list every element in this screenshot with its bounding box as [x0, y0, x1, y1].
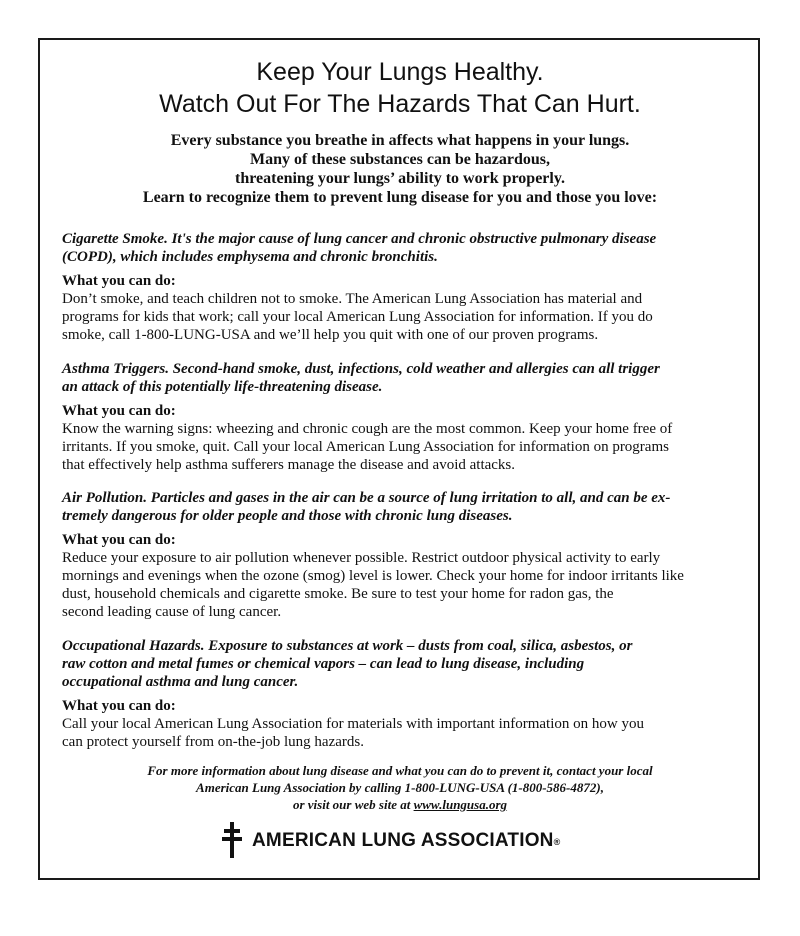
- body-line: Don’t smoke, and teach children not to smoke. The American Lung Association has material and: [62, 291, 643, 307]
- headline-line: tremely dangerous for older people and those with chronic lung diseases.: [62, 508, 513, 524]
- section-body: [62, 715, 752, 751]
- body-line: Know the warning signs: wheezing and chronic cough are the most common. Keep your home free of: [62, 421, 673, 437]
- body-line: Reduce your exposure to air pollution whenever possible. Restrict outdoor physical activity to early: [62, 550, 661, 566]
- what-you-can-do-label: What you can do:: [62, 532, 176, 548]
- section-occupational-hazards: [62, 637, 752, 751]
- logo-wordmark: [252, 830, 560, 853]
- section-headline: [62, 230, 752, 266]
- headline-line: (COPD), which includes emphysema and chronic bronchitis.: [62, 249, 438, 265]
- body-line: programs for kids that work; call your local American Lung Association for information. If you do: [62, 309, 653, 325]
- headline-line: occupational asthma and lung cancer.: [62, 674, 299, 690]
- section-headline: [62, 360, 752, 396]
- footer-web-prefix: or visit our web site at: [292, 797, 414, 812]
- footer-line: For more information about lung disease and what you can do to prevent it, contact your local: [147, 763, 653, 778]
- section-headline: [62, 489, 752, 525]
- headline-line: Occupational Hazards. Exposure to substances at work – dusts from coal, silica, asbestos, or: [62, 638, 633, 654]
- headline-line: Cigarette Smoke. It's the major cause of lung cancer and chronic obstructive pulmonary disease: [62, 231, 657, 247]
- intro-paragraph: [0, 131, 800, 207]
- footer-line: American Lung Association by calling 1-800-LUNG-USA (1-800-586-4872),: [196, 780, 604, 795]
- section-body: [62, 420, 752, 474]
- headline-line: raw cotton and metal fumes or chemical vapors – can lead to lung disease, including: [62, 656, 585, 672]
- intro-line: Learn to recognize them to prevent lung disease for you and those you love:: [142, 189, 658, 206]
- body-line: smoke, call 1-800-LUNG-USA and we’ll help you quit with one of our proven programs.: [62, 327, 599, 343]
- what-you-can-do-label: What you can do:: [62, 403, 176, 419]
- page-title-line-2: Watch Out For The Hazards That Can Hurt.: [159, 90, 641, 118]
- double-barred-cross-icon: [222, 822, 242, 858]
- body-line: that effectively help asthma sufferers manage the disease and avoid attacks.: [62, 457, 516, 473]
- logo-name: AMERICAN LUNG ASSOCIATION: [252, 830, 554, 851]
- intro-line: threatening your lungs’ ability to work properly.: [235, 170, 565, 187]
- section-headline: [62, 637, 752, 691]
- body-line: mornings and evenings when the ozone (smog) level is lower. Check your home for indoor irritants like: [62, 568, 684, 584]
- headline-line: Asthma Triggers. Second-hand smoke, dust, infections, cold weather and allergies can all trigger: [62, 361, 660, 377]
- body-line: second leading cause of lung cancer.: [62, 604, 282, 620]
- body-line: Call your local American Lung Association for materials with important information on how you: [62, 716, 644, 732]
- association-logo: [222, 822, 602, 858]
- section-asthma-triggers: [62, 360, 752, 474]
- registered-mark: ®: [553, 837, 561, 847]
- section-cigarette-smoke: [62, 230, 752, 344]
- page-title-line-1: Keep Your Lungs Healthy.: [256, 58, 544, 86]
- intro-line: Every substance you breathe in affects what happens in your lungs.: [170, 132, 630, 149]
- footer-note: [0, 762, 800, 813]
- section-air-pollution: [62, 489, 752, 621]
- section-body: [62, 290, 752, 344]
- website-link[interactable]: www.lungusa.org: [413, 797, 508, 812]
- intro-line: Many of these substances can be hazardous,: [249, 151, 550, 168]
- footer-line: [0, 796, 800, 813]
- body-line: can protect yourself from on-the-job lung hazards.: [62, 734, 364, 750]
- what-you-can-do-label: What you can do:: [62, 273, 176, 289]
- headline-line: an attack of this potentially life-threatening disease.: [62, 379, 383, 395]
- headline-line: Air Pollution. Particles and gases in the air can be a source of lung irritation to all, and can be ex-: [62, 490, 671, 506]
- section-body: [62, 549, 752, 621]
- body-line: dust, household chemicals and cigarette smoke. Be sure to test your home for radon gas, the: [62, 586, 614, 602]
- what-you-can-do-label: What you can do:: [62, 698, 176, 714]
- body-line: irritants. If you smoke, quit. Call your local American Lung Association for information on programs: [62, 439, 669, 455]
